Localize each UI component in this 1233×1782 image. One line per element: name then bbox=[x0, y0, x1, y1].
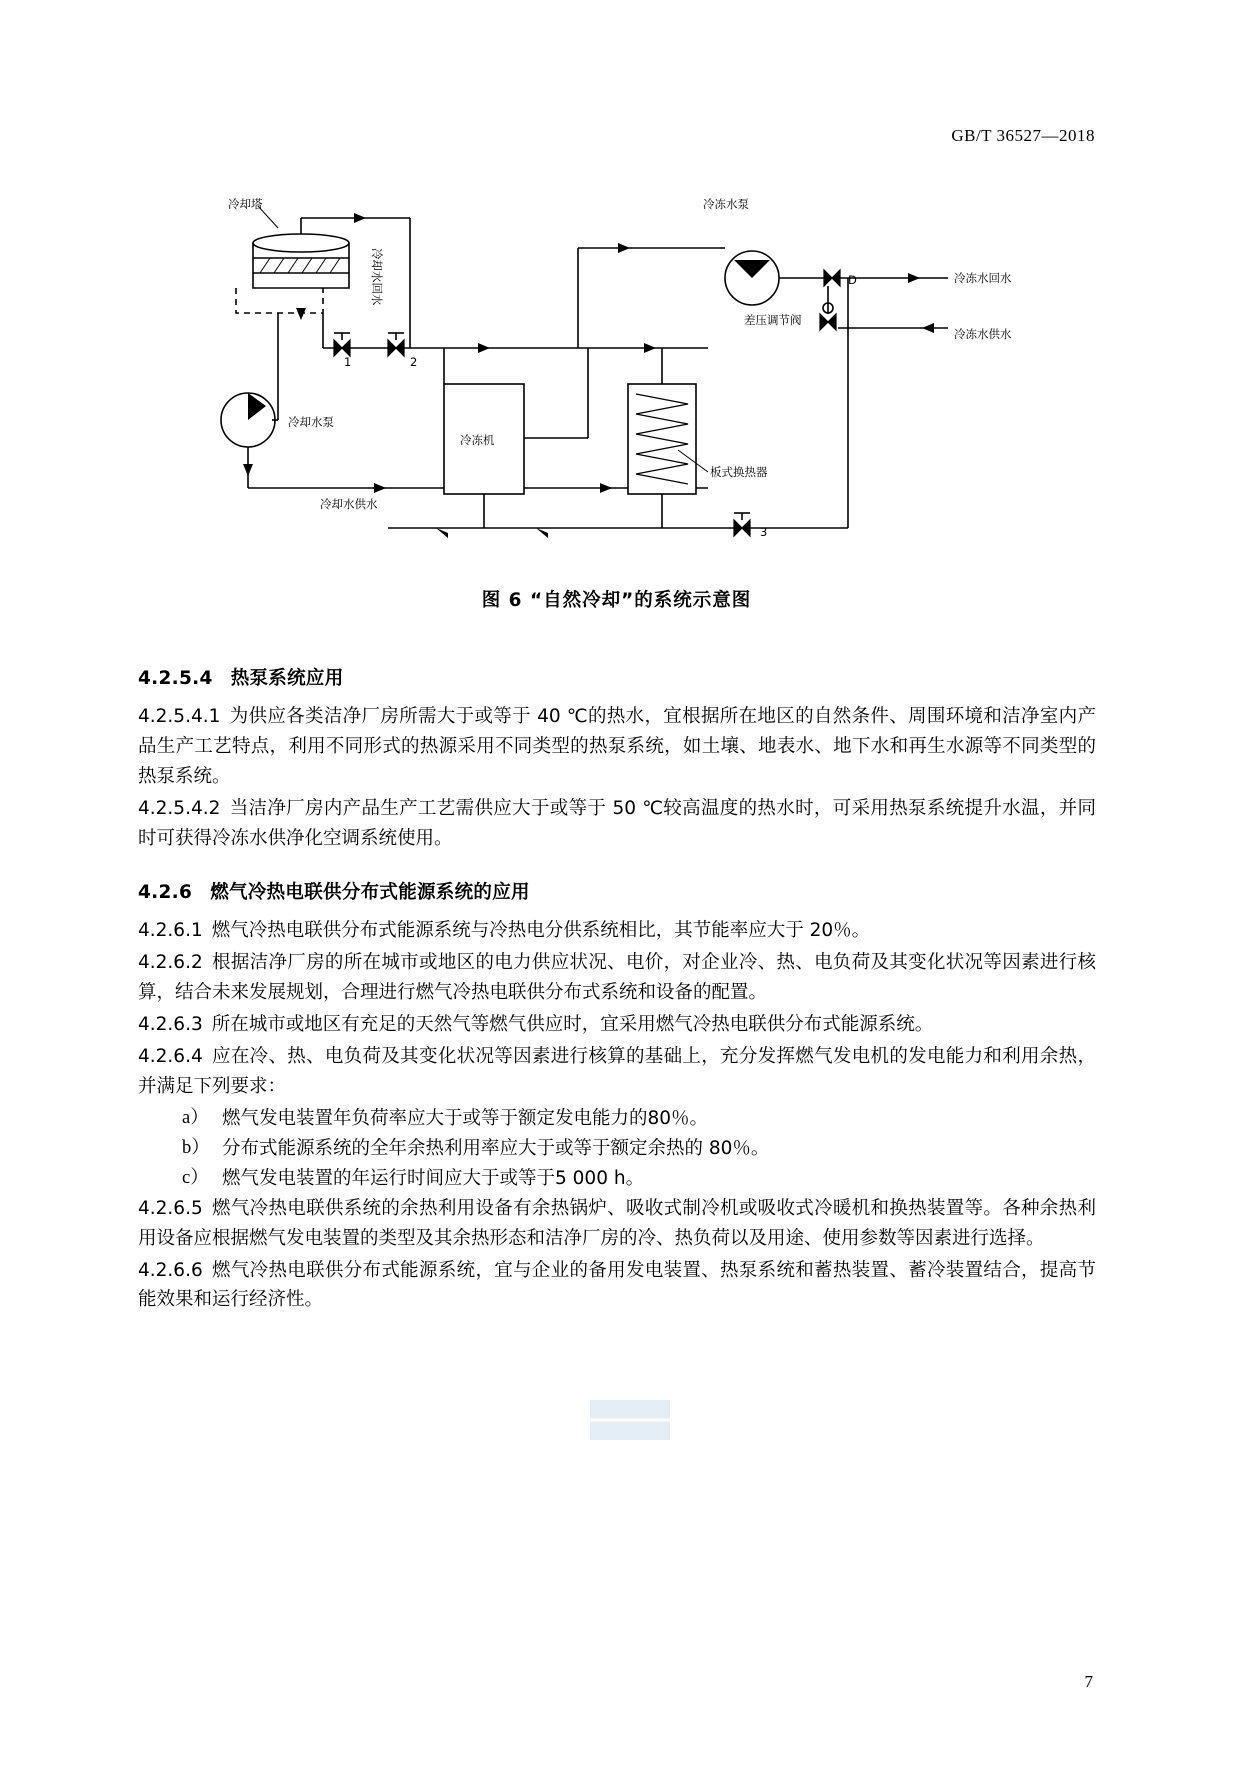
list-item-text: 燃气发电装置的年运行时间应大于或等于5 000 h。 bbox=[222, 1167, 645, 1189]
list-item-label: a） bbox=[182, 1107, 209, 1128]
label-valve-d: D bbox=[848, 273, 857, 287]
paragraph-number: 4.2.6.3 bbox=[138, 1013, 203, 1035]
paragraph-4-2-6-1 bbox=[138, 916, 1096, 946]
paragraph-number: 4.2.6.1 bbox=[138, 919, 203, 941]
valve-d-symbol bbox=[824, 270, 840, 286]
watermark bbox=[590, 1400, 670, 1440]
label-chilled-return-water: 冷冻水回水 bbox=[954, 271, 1012, 285]
paragraph-4-2-6-6 bbox=[138, 1256, 1096, 1316]
paragraph-text: 燃气冷热电联供分布式能源系统与冷热电分供系统相比，其节能率应大于 20％。 bbox=[211, 919, 871, 941]
list-item bbox=[138, 1134, 1096, 1164]
paragraph-text: 所在城市或地区有充足的天然气等燃气供应时，宜采用燃气冷热电联供分布式能源系统。 bbox=[211, 1013, 934, 1035]
page-header-standard-code: GB/T 36527—2018 bbox=[951, 126, 1095, 145]
label-chilled-water-pump: 冷冻水泵 bbox=[703, 197, 749, 211]
paragraph-4-2-5-4-2 bbox=[138, 794, 1096, 854]
label-valve-2: 2 bbox=[410, 355, 418, 369]
paragraph-number: 4.2.6.2 bbox=[138, 951, 203, 973]
paragraph-number: 4.2.5.4.1 bbox=[138, 706, 221, 727]
cooling-tower-top bbox=[253, 234, 349, 252]
valve-1-symbol bbox=[334, 333, 350, 356]
label-valve-1: 1 bbox=[344, 355, 352, 369]
valve-3-symbol bbox=[734, 513, 750, 536]
paragraph-number: 4.2.6.6 bbox=[138, 1259, 203, 1281]
paragraph-4-2-6-2 bbox=[138, 948, 1096, 1008]
heading-4-2-5-4 bbox=[138, 664, 1096, 690]
label-cooling-supply-water: 冷却水供水 bbox=[320, 497, 378, 511]
paragraph-4-2-6-5 bbox=[138, 1194, 1096, 1254]
figure-6-caption: 图 6 “自然冷却”的系统示意图 bbox=[481, 590, 752, 611]
figure-6-system-diagram bbox=[148, 188, 1088, 539]
list-item bbox=[138, 1104, 1096, 1134]
paragraph-text: 应在冷、热、电负荷及其变化状况等因素进行核算的基础上，充分发挥燃气发电机的发电能力和利用余热，并满足下列要求： bbox=[138, 1045, 1096, 1097]
label-cooling-water-pump: 冷却水泵 bbox=[288, 415, 334, 429]
heading-number: 4.2.6 bbox=[138, 881, 193, 903]
label-chilled-supply-water: 冷冻水供水 bbox=[954, 327, 1012, 341]
heading-title: 热泵系统应用 bbox=[230, 668, 344, 689]
list-item-text: 分布式能源系统的全年余热利用率应大于或等于额定余热的 80％。 bbox=[222, 1137, 770, 1159]
list-item bbox=[138, 1164, 1096, 1194]
paragraph-number: 4.2.5.4.2 bbox=[138, 797, 221, 819]
label-diff-pressure-valve: 差压调节阀 bbox=[744, 313, 802, 327]
valve-2-symbol bbox=[388, 333, 404, 356]
paragraph-4-2-5-4-1 bbox=[138, 702, 1096, 792]
label-cooling-return-water: 冷却水回水 bbox=[370, 248, 384, 306]
heading-4-2-6 bbox=[138, 878, 1096, 904]
paragraph-number: 4.2.6.4 bbox=[138, 1045, 203, 1067]
page-number: 7 bbox=[1084, 1672, 1093, 1691]
label-cooling-tower: 冷却塔 bbox=[228, 197, 263, 211]
paragraph-text: 当洁净厂房内产品生产工艺需供应大于或等于 50 ℃较高温度的热水时，可采用热泵系统提升水温，并同时可获得冷冻水供净化空调系统使用。 bbox=[138, 797, 1096, 849]
list-item-label: c） bbox=[182, 1167, 209, 1188]
paragraph-text: 燃气冷热电联供系统的余热利用设备有余热锅炉、吸收式制冷机或吸收式冷暖机和换热装置等。各种余热利用设备应根据燃气发电装置的类型及其余热形态和洁净厂房的冷、热负荷以及用途、使用参数等因素进行选择。 bbox=[138, 1197, 1096, 1249]
paragraph-number: 4.2.6.5 bbox=[138, 1197, 203, 1219]
paragraph-text: 为供应各类洁净厂房所需大于或等于 40 ℃的热水，宜根据所在地区的自然条件、周围环境和洁净室内产品生产工艺特点，利用不同形式的热源采用不同类型的热泵系统，如土壤、地表水、地下水和再生水源等不同类型的热泵系统。 bbox=[138, 706, 1096, 787]
list-item-text: 燃气发电装置年负荷率应大于或等于额定发电能力的80％。 bbox=[222, 1107, 709, 1129]
document-body bbox=[138, 640, 1096, 1317]
paragraph-4-2-6-4 bbox=[138, 1042, 1096, 1102]
heading-title: 燃气冷热电联供分布式能源系统的应用 bbox=[210, 881, 530, 903]
list-item-label: b） bbox=[182, 1137, 210, 1158]
label-plate-heat-exchanger: 板式换热器 bbox=[710, 465, 768, 479]
label-chiller: 冷冻机 bbox=[460, 433, 495, 447]
figure-6-svg bbox=[148, 188, 1088, 539]
paragraph-4-2-6-3 bbox=[138, 1010, 1096, 1040]
label-valve-3: 3 bbox=[760, 525, 768, 539]
heading-number: 4.2.5.4 bbox=[138, 668, 213, 689]
paragraph-text: 燃气冷热电联供分布式能源系统，宜与企业的备用发电装置、热泵系统和蓄热装置、蓄冷装置结合，提高节能效果和运行经济性。 bbox=[138, 1259, 1096, 1311]
paragraph-text: 根据洁净厂房的所在城市或地区的电力供应状况、电价，对企业冷、热、电负荷及其变化状况等因素进行核算，结合未来发展规划，合理进行燃气冷热电联供分布式系统和设备的配置。 bbox=[138, 951, 1096, 1003]
